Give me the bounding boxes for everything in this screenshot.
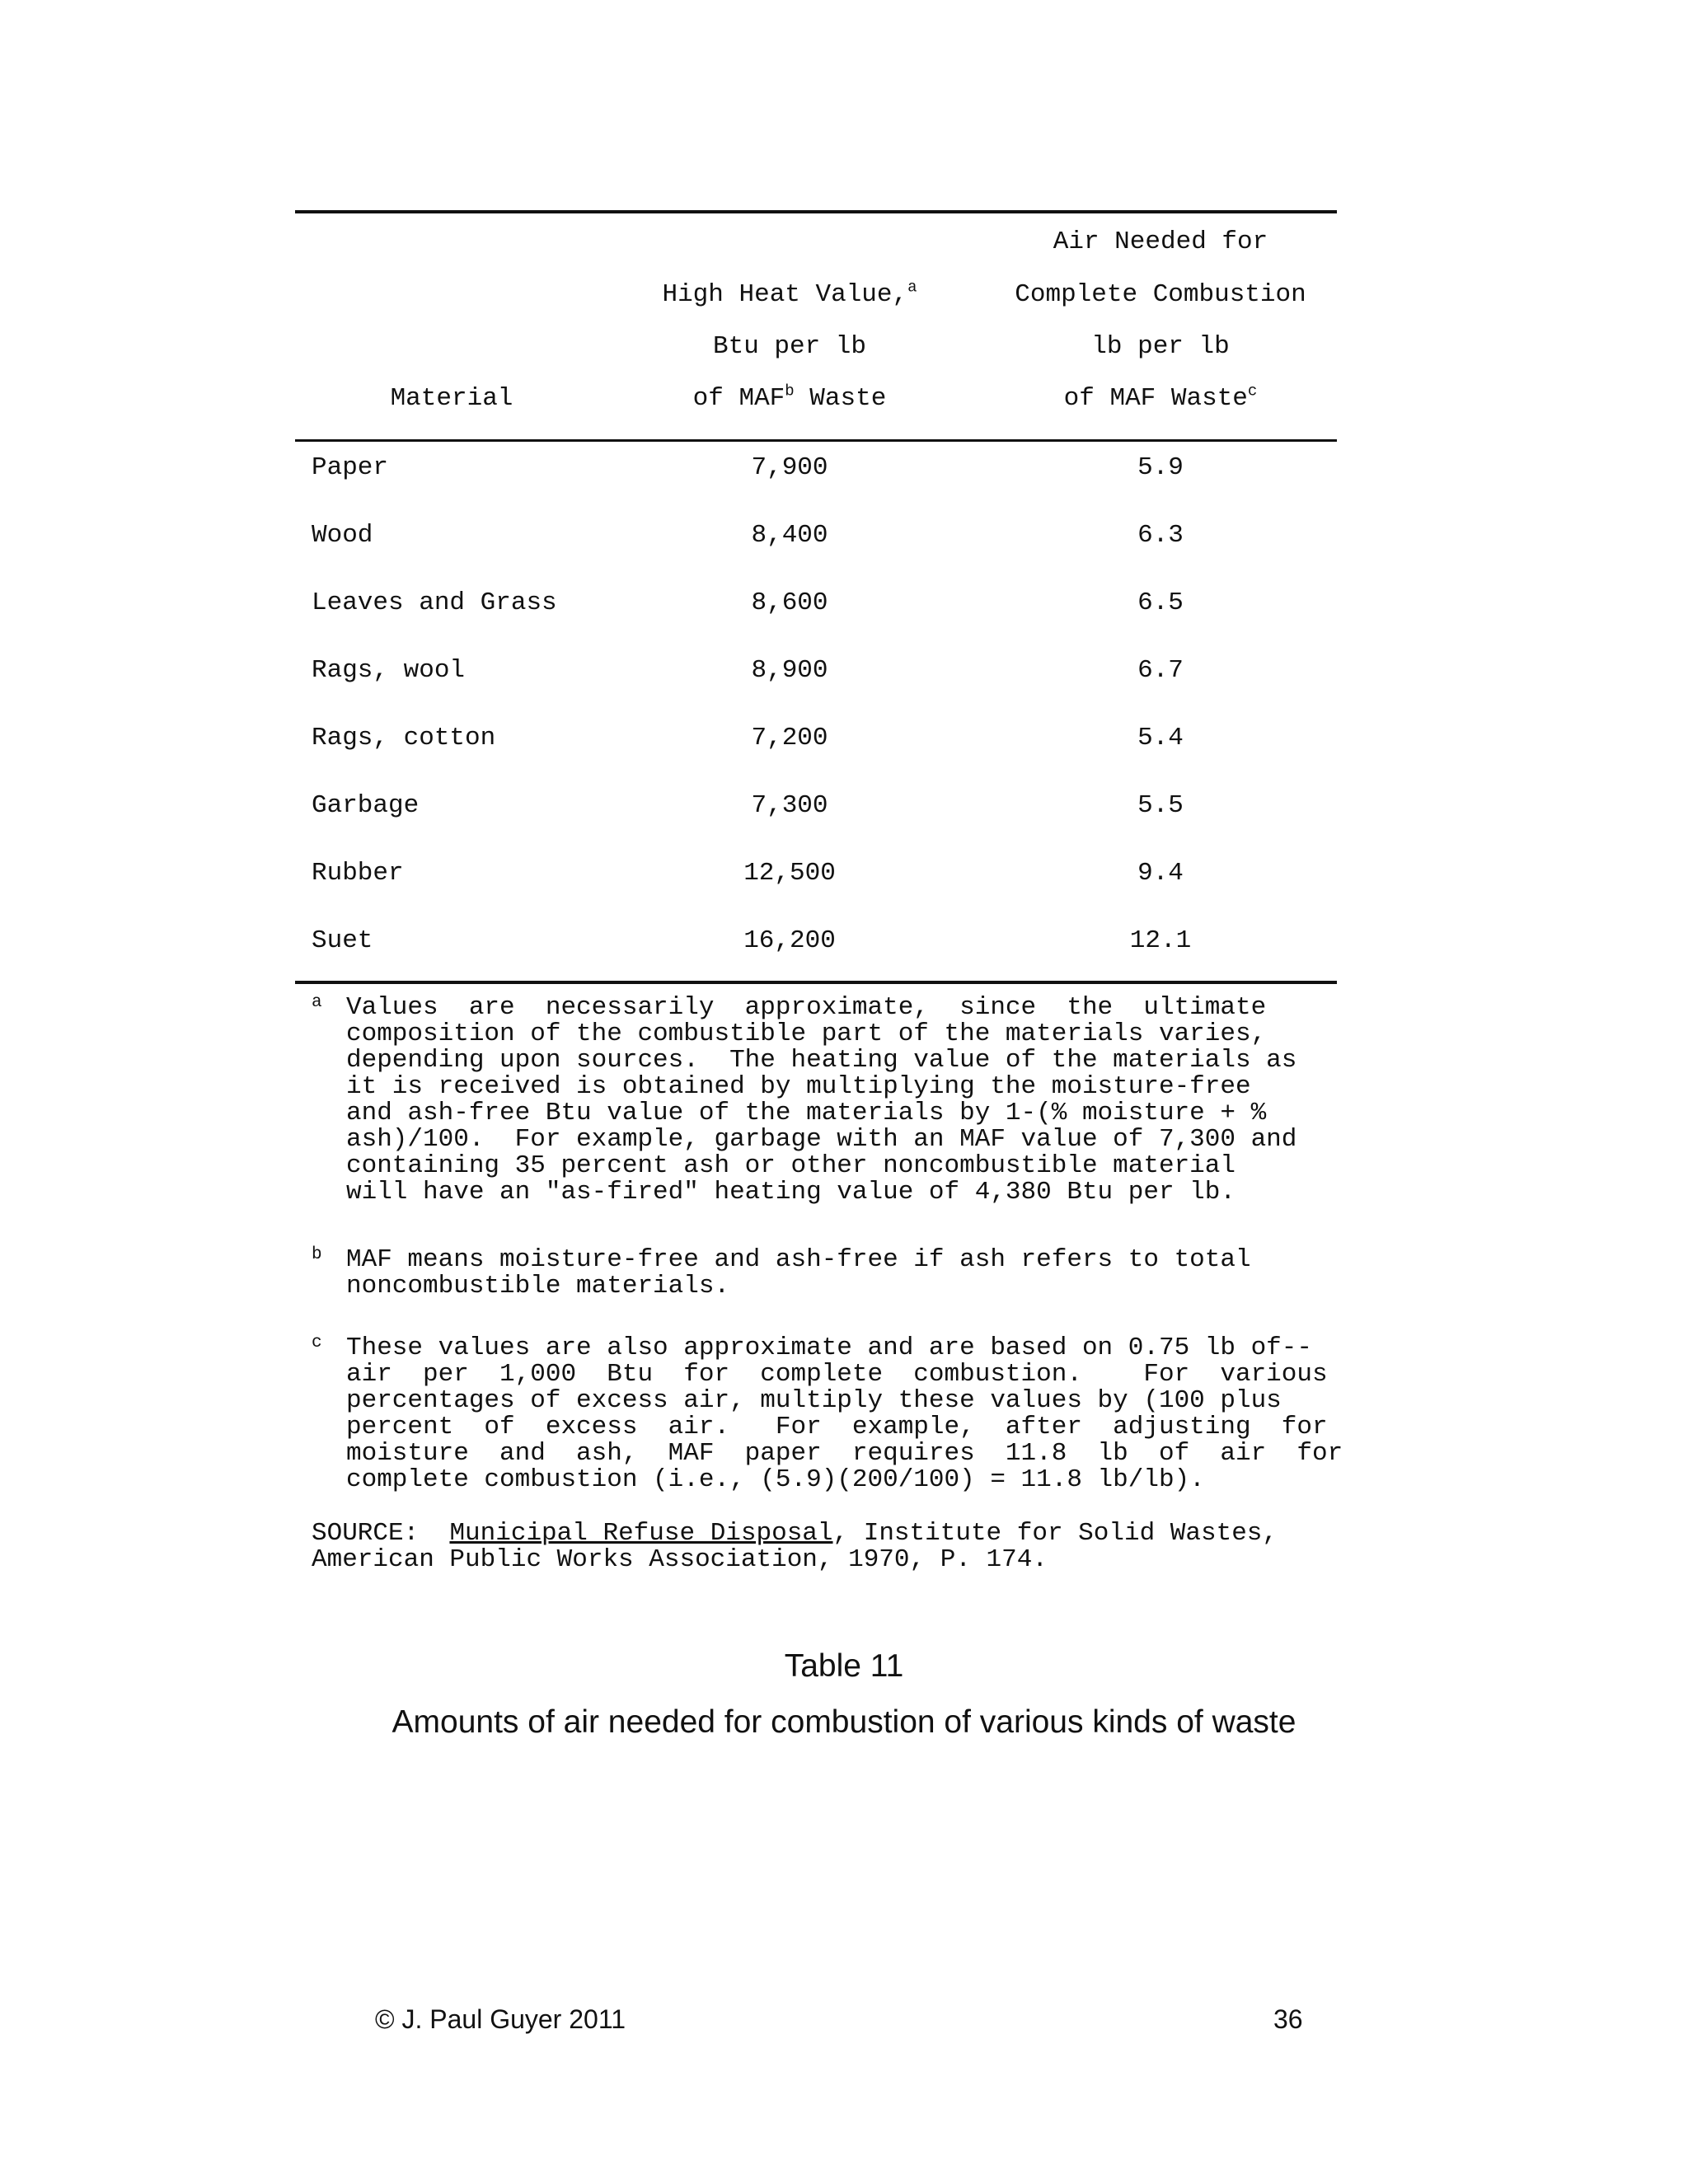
header-air-line2: lb per lb (1091, 332, 1230, 361)
material-cell: Suet (312, 926, 373, 955)
heat-value-cell: 8,600 (751, 588, 828, 617)
table-top-rule (295, 210, 1337, 213)
copyright-footer: © J. Paul Guyer 2011 (375, 2004, 626, 2034)
heat-value-cell: 8,400 (751, 521, 828, 550)
table-row (295, 654, 1337, 722)
table-row (295, 452, 1337, 519)
air-needed-cell: 6.7 (1137, 656, 1184, 685)
material-cell: Wood (312, 521, 373, 550)
footnote-b-mark: b (312, 1245, 322, 1264)
heat-value-cell: 12,500 (743, 859, 836, 888)
footnote-c-mark: c (312, 1333, 322, 1352)
source-title: Municipal Refuse Disposal (449, 1519, 833, 1548)
air-needed-cell: 5.5 (1137, 791, 1184, 820)
air-needed-cell: 6.5 (1137, 588, 1184, 617)
material-cell: Garbage (312, 791, 420, 820)
heat-value-cell: 8,900 (751, 656, 828, 685)
heat-value-cell: 7,200 (751, 724, 828, 752)
table-row (295, 857, 1337, 925)
heat-value-cell: 16,200 (743, 926, 836, 955)
heat-value-cell: 7,900 (751, 453, 828, 482)
heat-value-cell: 7,300 (751, 791, 828, 820)
source-citation (312, 1521, 1350, 1573)
material-cell: Rags, cotton (312, 724, 496, 752)
material-cell: Leaves and Grass (312, 588, 557, 617)
header-material: Material (390, 384, 513, 413)
source-line2: American Public Works Association, 1970, P. 174. (312, 1545, 1048, 1574)
footnote-a-text: Values are necessarily approximate, since the ultimate composition of the combustible part of the materials varies, depending upon sources. The heating value of the materials as it is received is obtained by multiplying the moisture-free and ash-free Btu value of the materials by 1-(% moisture + % ash)/100. For example, garbage with an MAF value of 7,300 and containing 35 percent ash or other noncombustible material will have an "as-fired" heating value of 4,380 Btu per lb. (346, 993, 1297, 1207)
material-cell: Rags, wool (312, 656, 466, 685)
air-needed-cell: 6.3 (1137, 521, 1184, 550)
footnote-c-text: These values are also approximate and are based on 0.75 lb of-- air per 1,000 Btu for complete combustion. For various percentages of excess air, multiply these values by (100 plus percent of excess air. For example, after adjusting for moisture and ash, MAF paper requires 11.8 lb of air for complete combustion (i.e., (5.9)(200/100) = 11.8 lb/lb). (346, 1333, 1343, 1494)
air-needed-cell: 9.4 (1137, 859, 1184, 888)
page-number: 36 (1273, 2004, 1303, 2034)
footnote-b-text: MAF means moisture-free and ash-free if ash refers to total noncombustible materials. (346, 1245, 1251, 1301)
table-bottom-rule (295, 981, 1337, 984)
table-row (295, 519, 1337, 587)
header-air-line0: Air Needed for (1053, 227, 1268, 256)
header-air-line3: of MAF Waste$^c$ (1063, 382, 1258, 413)
table-row (295, 722, 1337, 790)
source-label: SOURCE: (312, 1519, 450, 1548)
footnote-a-mark: a (312, 993, 322, 1012)
air-needed-cell: 5.9 (1137, 453, 1184, 482)
header-hhv-line2: Btu per lb (712, 332, 867, 361)
header-air-line1: Complete Combustion (1015, 280, 1306, 309)
header-hhv-line1: High Heat Value,$^a$ (662, 278, 917, 309)
material-cell: Paper (312, 453, 389, 482)
table-caption: Amounts of air needed for combustion of various kinds of waste (392, 1704, 1296, 1740)
table-header-rule (295, 439, 1337, 442)
air-needed-cell: 12.1 (1129, 926, 1192, 955)
material-cell: Rubber (312, 859, 404, 888)
table-row (295, 790, 1337, 857)
air-needed-cell: 5.4 (1137, 724, 1184, 752)
table-number: Table 11 (784, 1648, 904, 1684)
source-publisher: , Institute for Solid Wastes, (832, 1519, 1278, 1548)
table-row (295, 587, 1337, 654)
header-hhv-line3: of MAF$^b$ Waste (692, 382, 887, 413)
